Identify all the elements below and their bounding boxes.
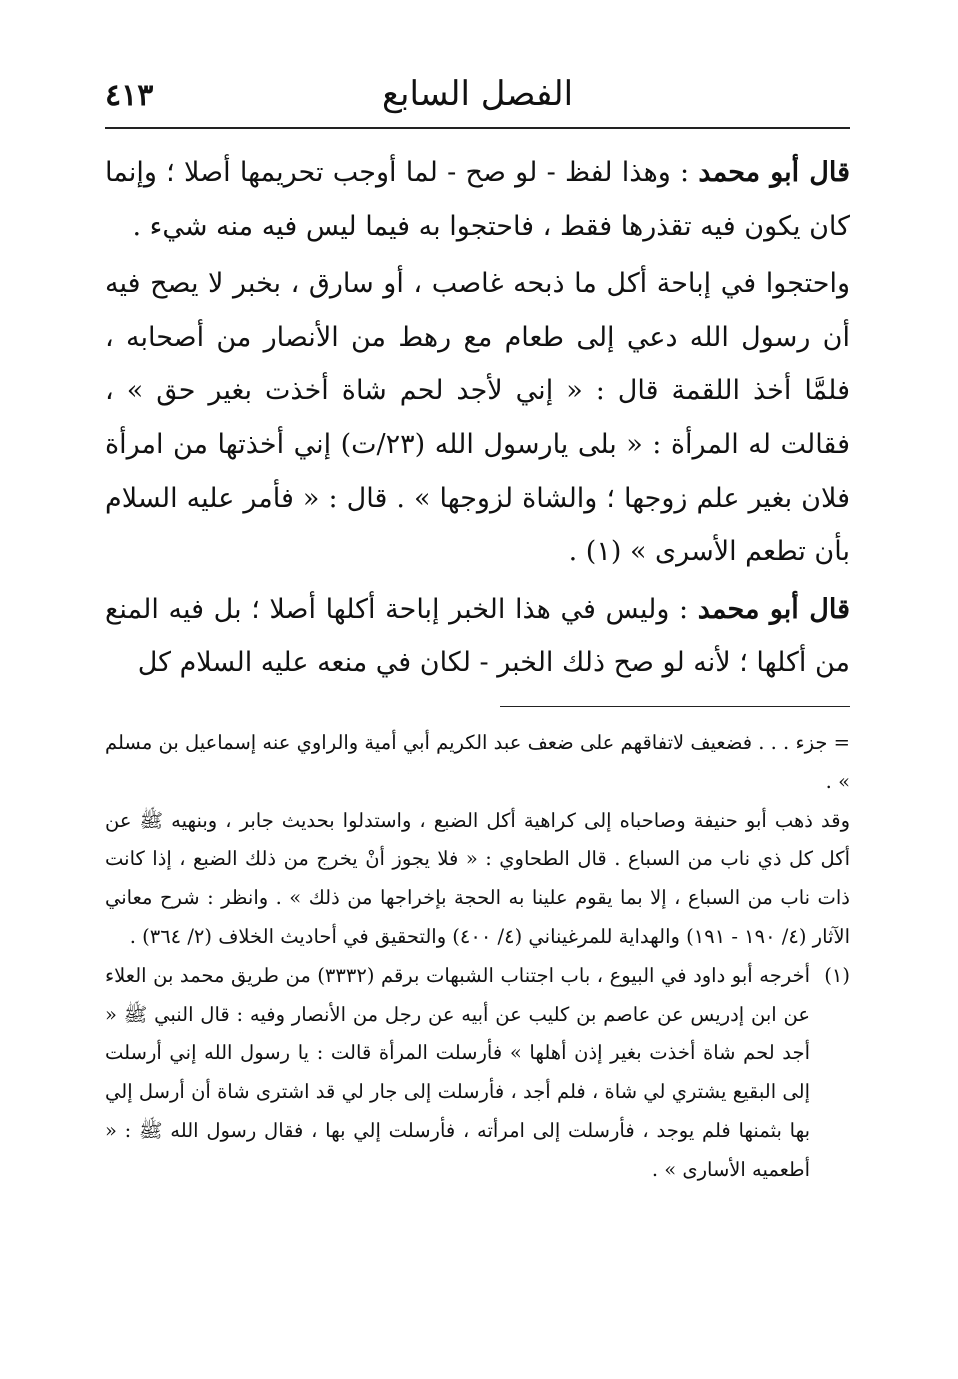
footnote-continuation-1: = جزء . . . فضعيف لاتفاقهم على ضعف عبد الكريم أبي أمية والراوي عنه إسماعيل بن مسلم » . — [105, 731, 850, 793]
speaker-label: قال أبو محمد — [697, 593, 850, 625]
footnote-divider — [500, 706, 850, 707]
paragraph-2: واحتجوا في إباحة أكل ما ذبحه غاصب ، أو سارق ، بخبر لا يصح فيه أن رسول الله دعي إلى طعام مع رهط من الأنصار من أصحابه ، فلمَّا أخذ اللقمة قال : « إني لأجد لحم شاة أخذت بغير حق » ، فقالت له المرأة : « بلى يارسول الله (٢٣/ت) إني أخذتها من امرأة فلان بغير علم زوجها ؛ والشاة لزوجها » . قال : « فأمر عليه السلام بأن تطعم الأسرى » (١) . — [105, 268, 850, 568]
footnote-continuation-2: وقد ذهب أبو حنيفة وصاحباه إلى كراهية أكل الضبع ، واستدلوا بحديث جابر ، وبنهيه ﷺ عن أكل كل ذي ناب من السباع . قال الطحاوي : « فلا يجوز أنْ يخرج من ذلك الضبع ، إذا كانت ذات ناب من السباع ، إلا بما يقوم علينا به الحجة بإخراجها من ذلك » . وانظر : شرح معاني الآثار (٤/ ١٩٠ - ١٩١) والهداية للمرغيناني (٤/ ٤٠٠) والتحقيق في أحاديث الخلاف (٢/ ٣٦٤) . — [105, 808, 850, 948]
paragraph-3 — [105, 583, 850, 690]
page-number: ٤١٣ — [105, 78, 154, 113]
speaker-label: قال أبو محمد — [698, 157, 851, 188]
header-divider — [105, 127, 850, 129]
footnote-1 — [105, 957, 850, 1190]
main-text — [105, 146, 850, 690]
chapter-title: الفصل السابع — [381, 74, 574, 114]
running-header — [105, 68, 850, 126]
paragraph-text: : وهذا لفظ - لو صح - لما أوجب تحريمها أصلا ؛ وإنما كان يكون فيه تقذرها فقط ، فاحتجوا به فيما ليس فيه منه شيء . — [105, 157, 850, 242]
paragraph-text: : وليس في هذا الخبر إباحة أكلها أصلا ؛ بل فيه المنع من أكلها ؛ لأنه لو صح ذلك الخبر - لكان في منعه عليه السلام كل — [105, 593, 850, 679]
paragraph-1 — [105, 146, 850, 253]
footnotes — [105, 724, 850, 1190]
footnote-marker: (١) — [824, 963, 850, 987]
footnote-text: أخرجه أبو داود في البيوع ، باب اجتناب الشبهات برقم (٣٣٣٢) من طريق محمد بن العلاء عن ابن إدريس عن عاصم بن كليب عن أبيه عن رجل من الأنصار وفيه : قال النبي ﷺ « أجد لحم شاة أخذت بغير إذن أهلها » فأرسلت المرأة قالت : يا رسول الله إني أرسلت إلى البقيع يشتري لي شاة ، فلم أجد ، فأرسلت إلى جار لي قد اشترى شاة أن أرسل إلي بها بثمنها فلم يوجد ، فأرسلت إلى امرأته ، فأرسلت إلي بها ، فقال رسول الله ﷺ : « أطعميه الأسارى » . — [105, 963, 810, 1181]
